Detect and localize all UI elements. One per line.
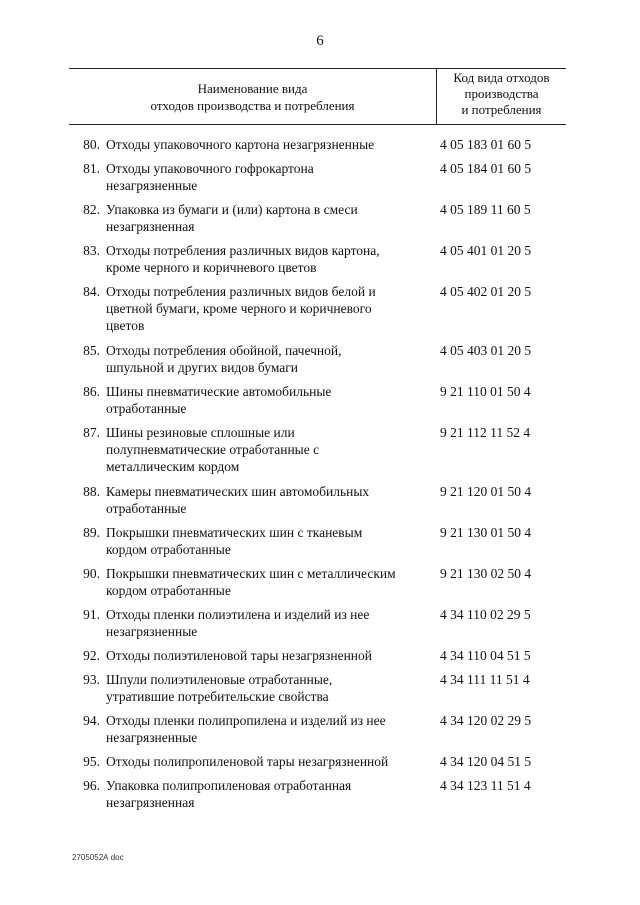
table-row	[0, 565, 640, 606]
waste-name-line: утратившие потребительские свойства	[106, 689, 329, 704]
row-number: 87.	[83, 425, 100, 440]
waste-name-line: незагрязненная	[106, 219, 195, 234]
waste-name-line: Отходы упаковочного картона незагрязненные	[106, 137, 375, 152]
waste-name	[106, 647, 434, 664]
waste-code: 4 05 402 01 20 5	[440, 284, 532, 299]
footer-file-note: 2705052А doc	[72, 853, 124, 862]
waste-name	[106, 777, 434, 811]
waste-name	[106, 283, 434, 334]
waste-code: 4 05 183 01 60 5	[440, 137, 532, 152]
waste-name	[106, 483, 434, 517]
table-row	[0, 712, 640, 753]
waste-name-line: Отходы пленки полипропилена и изделий из нее	[106, 713, 386, 728]
waste-name-line: Покрышки пневматических шин с металлическим	[106, 566, 396, 581]
waste-code: 4 05 184 01 60 5	[440, 161, 532, 176]
row-number: 88.	[83, 484, 100, 499]
waste-code: 4 05 189 11 60 5	[440, 202, 531, 217]
waste-name	[106, 753, 434, 770]
table-row	[0, 283, 640, 342]
header-name-line: Наименование вида	[197, 81, 308, 96]
waste-name-line: Упаковка полипропиленовая отработанная	[106, 778, 352, 793]
table-row	[0, 753, 640, 777]
table-row	[0, 671, 640, 712]
header-code-line: производства	[464, 86, 539, 101]
waste-code: 9 21 112 11 52 4	[440, 425, 531, 440]
waste-name-line: отработанные	[106, 501, 187, 516]
header-code-line: Код вида отходов	[453, 70, 550, 85]
waste-name	[106, 671, 434, 705]
waste-name-line: полупневматические отработанные с	[106, 442, 320, 457]
waste-name-line: Отходы полипропиленовой тары незагрязненной	[106, 754, 389, 769]
waste-name	[106, 160, 434, 194]
waste-code: 4 34 123 11 51 4	[440, 778, 531, 793]
waste-code: 9 21 110 01 50 4	[440, 384, 531, 399]
table-row	[0, 201, 640, 242]
row-number: 82.	[83, 202, 100, 217]
waste-name	[106, 383, 434, 417]
waste-name	[106, 565, 434, 599]
waste-name-line: незагрязненная	[106, 795, 195, 810]
header-name-column	[69, 80, 436, 114]
waste-name	[106, 524, 434, 558]
table-row	[0, 483, 640, 524]
waste-name-line: цветной бумаги, кроме черного и коричневого	[106, 301, 372, 316]
table-row	[0, 342, 640, 383]
row-number: 83.	[83, 243, 100, 258]
row-number: 91.	[83, 607, 100, 622]
waste-name-line: Отходы упаковочного гофрокартона	[106, 161, 314, 176]
waste-name-line: цветов	[106, 318, 145, 333]
table-row	[0, 524, 640, 565]
page-number: 6	[316, 33, 324, 49]
waste-code: 9 21 120 01 50 4	[440, 484, 532, 499]
waste-name-line: Шпули полиэтиленовые отработанные,	[106, 672, 333, 687]
row-number: 89.	[83, 525, 100, 540]
waste-name-line: отработанные	[106, 401, 187, 416]
waste-name	[106, 712, 434, 746]
waste-name-line: металлическим кордом	[106, 459, 240, 474]
waste-name-line: шпульной и других видов бумаги	[106, 360, 299, 375]
waste-name-line: Покрышки пневматических шин с тканевым	[106, 525, 363, 540]
waste-name-line: Отходы потребления различных видов картона,	[106, 243, 380, 258]
waste-name	[106, 606, 434, 640]
table-top-rule	[69, 68, 566, 69]
waste-code: 4 05 403 01 20 5	[440, 343, 532, 358]
table-row	[0, 424, 640, 483]
waste-name-line: незагрязненные	[106, 730, 198, 745]
table-row	[0, 383, 640, 424]
waste-name-line: Отходы пленки полиэтилена и изделий из нее	[106, 607, 370, 622]
waste-name-line: кроме черного и коричневого цветов	[106, 260, 317, 275]
row-number: 90.	[83, 566, 100, 581]
waste-name-line: кордом отработанные	[106, 583, 231, 598]
row-number: 94.	[83, 713, 100, 728]
row-number: 81.	[83, 161, 100, 176]
table-row	[0, 647, 640, 671]
table-row	[0, 160, 640, 201]
waste-code: 4 34 110 04 51 5	[440, 648, 531, 663]
waste-code: 9 21 130 02 50 4	[440, 566, 532, 581]
waste-name-line: незагрязненные	[106, 624, 198, 639]
table-header-bottom-rule	[69, 124, 566, 125]
row-number: 85.	[83, 343, 100, 358]
waste-name-line: кордом отработанные	[106, 542, 231, 557]
waste-name-line: Камеры пневматических шин автомобильных	[106, 484, 370, 499]
waste-name	[106, 136, 434, 153]
row-number: 80.	[83, 137, 100, 152]
header-name-line: отходов производства и потребления	[150, 98, 355, 113]
table-row	[0, 136, 640, 160]
waste-code: 4 05 401 01 20 5	[440, 243, 532, 258]
table-row	[0, 242, 640, 283]
waste-name-line: Шины резиновые сплошные или	[106, 425, 295, 440]
row-number: 96.	[83, 778, 100, 793]
row-number: 95.	[83, 754, 100, 769]
waste-name-line: Отходы потребления обойной, пачечной,	[106, 343, 342, 358]
waste-name	[106, 342, 434, 376]
row-number: 86.	[83, 384, 100, 399]
waste-code: 4 34 120 04 51 5	[440, 754, 532, 769]
waste-name-line: Упаковка из бумаги и (или) картона в смеси	[106, 202, 358, 217]
table-row	[0, 606, 640, 647]
waste-code: 4 34 111 11 51 4	[440, 672, 530, 687]
waste-name	[106, 424, 434, 475]
waste-name-line: Отходы потребления различных видов белой и	[106, 284, 376, 299]
waste-code: 9 21 130 01 50 4	[440, 525, 532, 540]
row-number: 92.	[83, 648, 100, 663]
waste-code: 4 34 120 02 29 5	[440, 713, 532, 728]
waste-name-line: Отходы полиэтиленовой тары незагрязненной	[106, 648, 372, 663]
waste-table-body	[0, 136, 640, 818]
header-code-column	[437, 70, 566, 118]
waste-code: 4 34 110 02 29 5	[440, 607, 531, 622]
row-number: 84.	[83, 284, 100, 299]
waste-name	[106, 242, 434, 276]
row-number: 93.	[83, 672, 100, 687]
header-code-line: и потребления	[461, 102, 542, 117]
waste-name-line: Шины пневматические автомобильные	[106, 384, 332, 399]
waste-name-line: незагрязненные	[106, 178, 198, 193]
table-row	[0, 777, 640, 818]
waste-name	[106, 201, 434, 235]
